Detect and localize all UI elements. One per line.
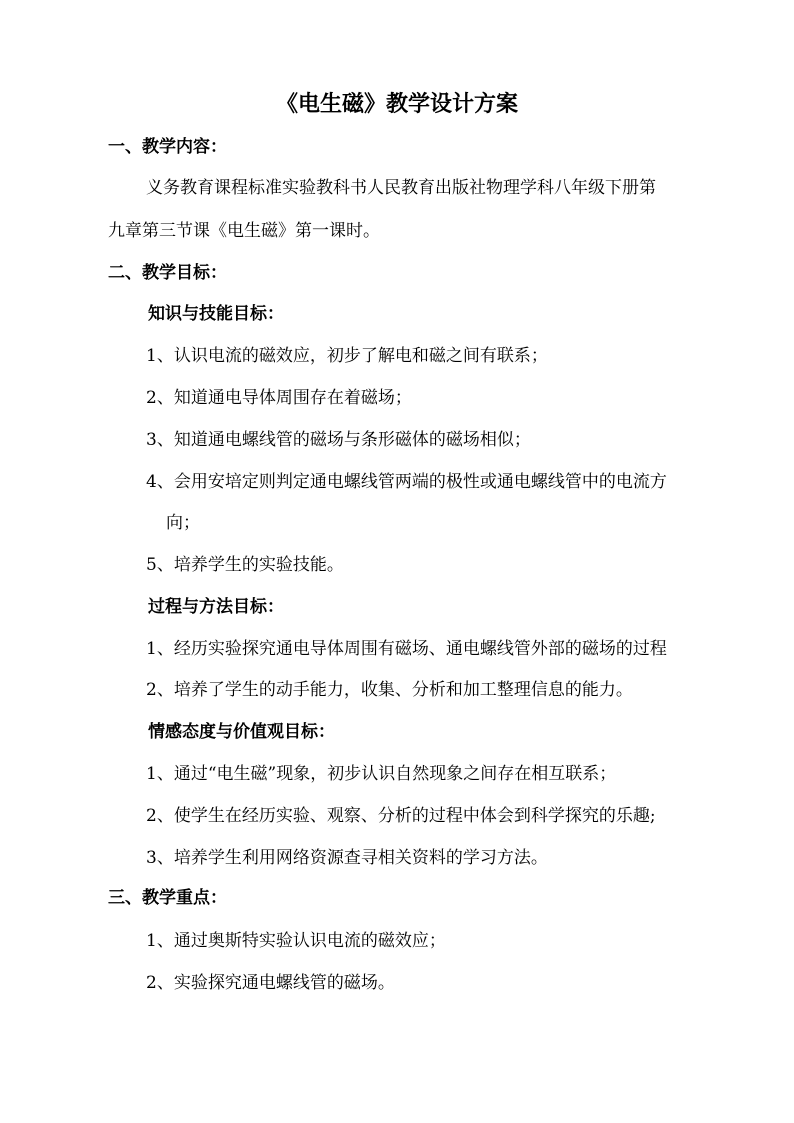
document-title: 《电生磁》教学设计方案 bbox=[275, 91, 518, 117]
subheading-process: 过程与方法目标： bbox=[148, 597, 284, 617]
emotion-item-2: 2、使学生在经历实验、观察、分析的过程中体会到科学探究的乐趣; bbox=[146, 806, 656, 826]
process-item-1: 1、经历实验探究通电导体周围有磁场、通电螺线管外部的磁场的过程 bbox=[146, 639, 667, 659]
emotion-item-3: 3、培养学生利用网络资源查寻相关资料的学习方法。 bbox=[146, 848, 548, 868]
section-heading-content: 一、教学内容： bbox=[108, 137, 227, 157]
knowledge-item-4-continuation: 向； bbox=[166, 513, 200, 533]
keypoint-item-1: 1、通过奥斯特实验认识电流的磁效应； bbox=[146, 931, 446, 951]
subheading-emotion: 情感态度与价值观目标： bbox=[148, 722, 335, 742]
knowledge-item-4: 4、会用安培定则判定通电螺线管两端的极性或通电螺线管中的电流方 bbox=[146, 472, 667, 492]
process-item-2: 2、培养了学生的动手能力，收集、分析和加工整理信息的能力。 bbox=[146, 680, 633, 700]
keypoint-item-2: 2、实验探究通电螺线管的磁场。 bbox=[146, 973, 395, 993]
content-paragraph-line-2: 九章第三节课《电生磁》第一课时。 bbox=[108, 221, 380, 241]
knowledge-item-3: 3、知道通电螺线管的磁场与条形磁体的磁场相似； bbox=[146, 430, 531, 450]
subheading-knowledge: 知识与技能目标： bbox=[148, 304, 284, 324]
section-heading-keypoints: 三、教学重点： bbox=[108, 888, 227, 908]
content-paragraph-line-1: 义务教育课程标准实验教科书人民教育出版社物理学科八年级下册第 bbox=[146, 178, 656, 198]
knowledge-item-1: 1、认识电流的磁效应，初步了解电和磁之间有联系； bbox=[146, 346, 548, 366]
emotion-item-1: 1、通过“电生磁”现象，初步认识自然现象之间存在相互联系； bbox=[146, 764, 617, 784]
knowledge-item-2: 2、知道通电导体周围存在着磁场； bbox=[146, 388, 412, 408]
knowledge-item-5: 5、培养学生的实验技能。 bbox=[146, 555, 344, 575]
section-heading-objectives: 二、教学目标： bbox=[108, 263, 227, 283]
